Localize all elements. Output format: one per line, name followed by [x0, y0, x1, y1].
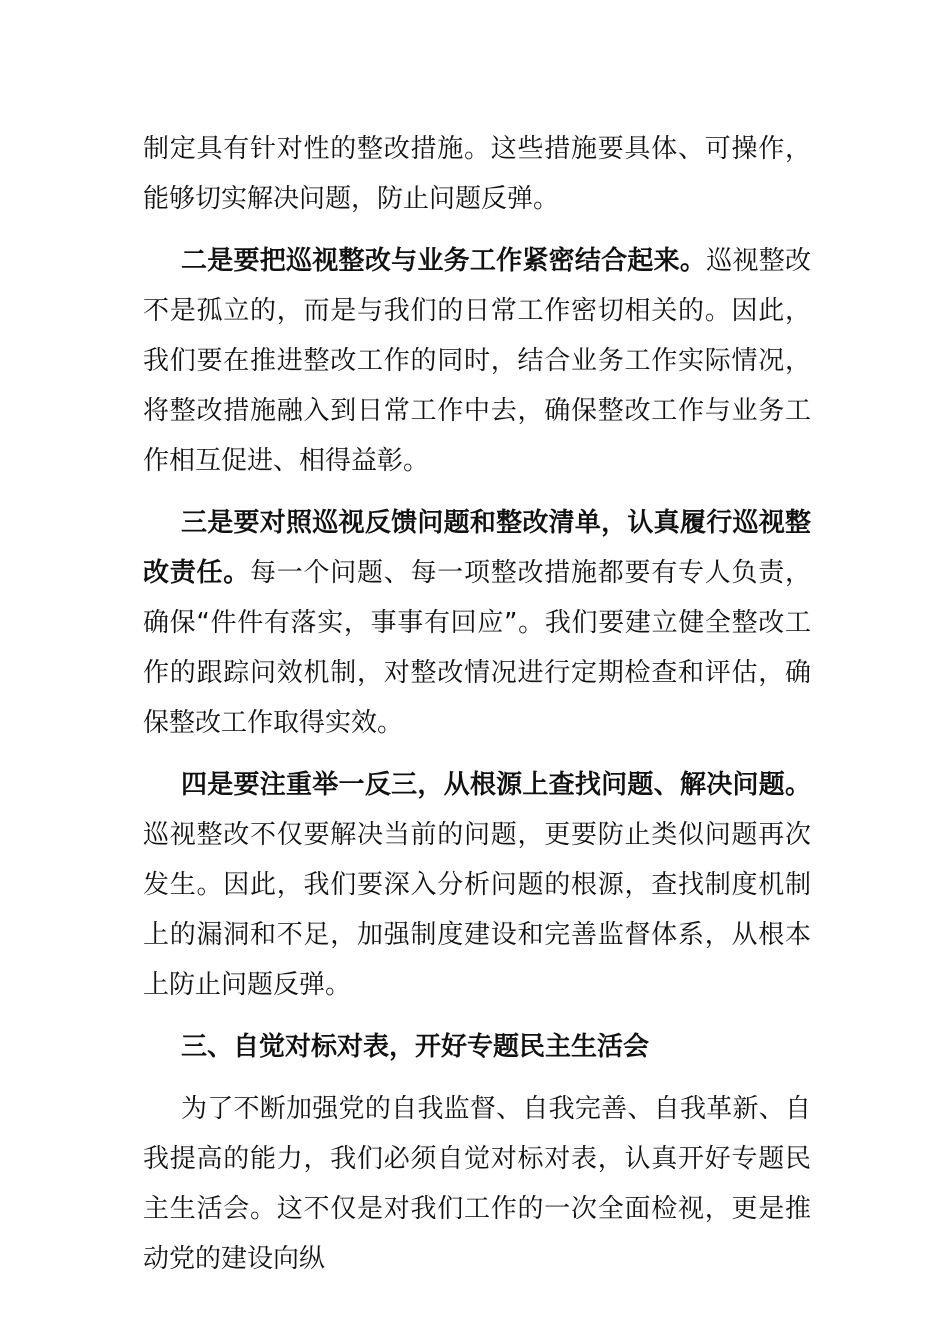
paragraph-point-four [143, 760, 811, 1010]
paragraph-continuation [143, 124, 811, 224]
paragraph-text: 为了不断加强党的自我监督、自我完善、自我革新、自我提高的能力，我们必须自觉对标对表，认真开好专题民主生活会。这不仅是对我们工作的一次全面检视，更是推动党的建设向纵 [143, 1094, 811, 1274]
section-heading: 三、自觉对标对表，开好专题民主生活会 [181, 1032, 650, 1062]
paragraph-point-two [143, 236, 811, 486]
paragraph-lead: 三是要对照巡视反馈问题和整改清单，认真履行巡视整改责任。 [143, 508, 811, 588]
paragraph-text: 巡视整改不是孤立的，而是与我们的日常工作密切相关的。因此，我们要在推进整改工作的同时，结合业务工作实际情况，将整改措施融入到日常工作中去，确保整改工作与业务工作相互促进、相得益彰。 [143, 246, 811, 476]
paragraph-closing [143, 1084, 811, 1284]
paragraph-lead: 四是要注重举一反三，从根源上查找问题、解决问题。 [181, 770, 811, 800]
paragraph-text: 每一个问题、每一项整改措施都要有专人负责，确保“件件有落实，事事有回应”。我们要建立健全整改工作的跟踪问效机制，对整改情况进行定期检查和评估，确保整改工作取得实效。 [143, 558, 811, 738]
paragraph-text: 制定具有针对性的整改措施。这些措施要具体、可操作，能够切实解决问题，防止问题反弹。 [143, 134, 811, 214]
paragraph-point-three [143, 498, 811, 748]
paragraph-lead: 二是要把巡视整改与业务工作紧密结合起来。 [181, 246, 707, 276]
document-page [143, 124, 811, 1284]
paragraph-text: 巡视整改不仅要解决当前的问题，更要防止类似问题再次发生。因此，我们要深入分析问题的根源，查找制度机制上的漏洞和不足，加强制度建设和完善监督体系，从根本上防止问题反弹。 [143, 820, 811, 1000]
